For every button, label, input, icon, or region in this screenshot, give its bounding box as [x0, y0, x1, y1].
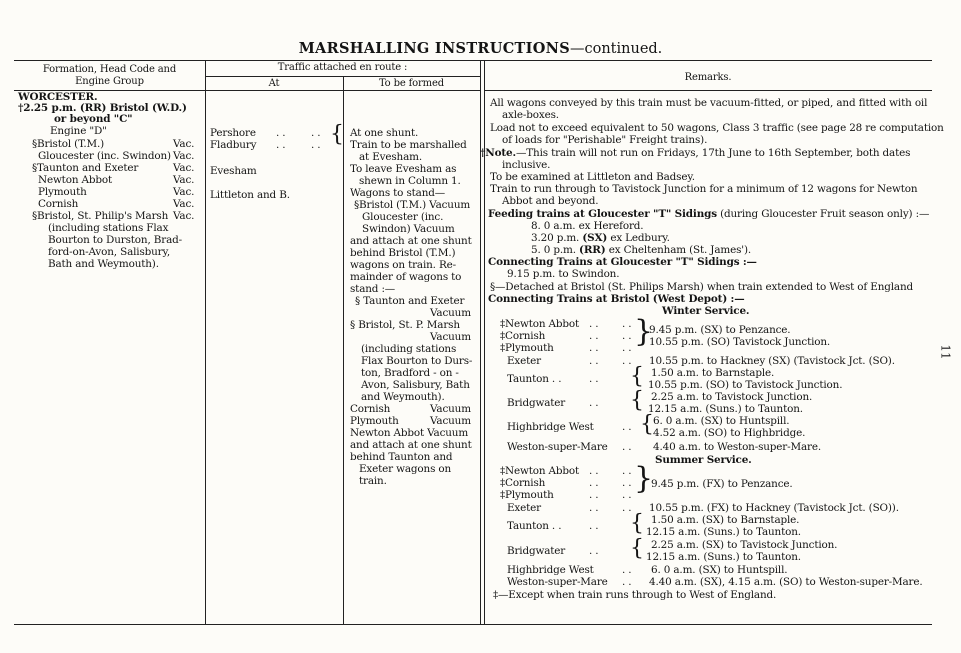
curly-brace-icon: { [330, 122, 344, 147]
leader-dots: . . [622, 564, 632, 576]
formed-line: train. [359, 475, 387, 487]
formed-line: Newton Abbot Vacuum [350, 427, 469, 439]
formed-line: Exeter wagons on [359, 463, 452, 475]
formation-train: †2.25 p.m. (RR) Bristol (W.D.) [18, 102, 187, 114]
formed-line: (including stations [361, 343, 457, 355]
table-top-rule [14, 60, 932, 61]
curly-brace-icon: { [640, 412, 654, 437]
leader-dots: . . [589, 355, 599, 367]
vac-label: Vac. [173, 210, 195, 222]
summer-station: ‡Cornish [500, 477, 546, 489]
winter-departure: 2.25 a.m. to Tavistock Junction. [651, 391, 813, 403]
leader-dots: . . [589, 545, 599, 557]
leader-dots: . . [622, 477, 632, 489]
curly-brace-icon: } [634, 461, 654, 496]
summer-station: ‡Plymouth [500, 489, 554, 501]
vac-label: Vac. [173, 174, 195, 186]
formation-item: §Bristol (T.M.) [32, 138, 105, 150]
summer-service-heading: Summer Service. [655, 454, 752, 466]
curly-brace-icon: } [634, 314, 654, 349]
formation-item: Gloucester (inc. Swindon) [38, 150, 171, 162]
leader-dots: . . [311, 127, 321, 139]
winter-station: ‡Cornish [500, 330, 546, 342]
feeding-trains-heading [488, 208, 929, 220]
formed-line: To leave Evesham as [350, 163, 457, 175]
curly-brace-icon: { [630, 364, 644, 389]
leader-dots: . . [589, 477, 599, 489]
winter-station: Taunton . . [507, 373, 562, 385]
feeding-origin: ex Ledbury. [607, 232, 670, 244]
curly-brace-icon: { [630, 536, 644, 561]
curly-brace-icon: { [630, 511, 644, 536]
page-title [0, 40, 961, 57]
formed-line: at Evesham. [359, 151, 423, 163]
summer-departure: 12.15 a.m. (Suns.) to Taunton. [646, 551, 801, 563]
summer-station: Highbridge West [507, 564, 594, 576]
formed-line: Vacuum [430, 331, 471, 343]
header-at: At [268, 78, 280, 89]
remark-note [480, 147, 910, 159]
winter-departure: 1.50 a.m. to Barnstaple. [651, 367, 775, 379]
vac-label: Vac. [173, 138, 195, 150]
formed-line: wagons on train. Re- [350, 259, 457, 271]
leader-dots: . . [622, 576, 632, 588]
leader-dots: . . [589, 330, 599, 342]
formed-line: Cornish [350, 403, 391, 415]
formation-note: Bourton to Durston, Brad- [48, 234, 182, 246]
leader-dots: . . [622, 318, 632, 330]
formed-line: Vacuum [430, 415, 471, 427]
summer-station: Weston-super-Mare [507, 576, 608, 588]
winter-station: ‡Plymouth [500, 342, 554, 354]
formed-line: and attach at one shunt [350, 439, 472, 451]
header-remarks: Remarks. [684, 72, 732, 83]
leader-dots: . . [311, 139, 321, 151]
winter-station: Highbridge West [507, 421, 594, 433]
feeding-train [531, 232, 670, 244]
formed-line: stand :— [350, 283, 396, 295]
table-bottom-rule [14, 624, 932, 625]
note-label: †Note. [480, 147, 516, 159]
feeding-time: 3.20 p.m. [531, 232, 583, 244]
formed-line: § Bristol, St. P. Marsh [350, 319, 460, 331]
winter-departure: 12.15 a.m. (Suns.) to Taunton. [648, 403, 803, 415]
page-number: 11 [938, 344, 953, 360]
formation-note: (including stations Flax [48, 222, 169, 234]
at-station: Evesham [210, 165, 257, 177]
formed-line: Vacuum [430, 403, 471, 415]
header-to-be-formed: To be formed [378, 78, 445, 89]
formed-line: Swindon) Vacuum [362, 223, 455, 235]
summer-departure: 12.15 a.m. (Suns.) to Taunton. [646, 526, 801, 538]
formed-line: Train to be marshalled [350, 139, 467, 151]
leader-dots: . . [589, 397, 599, 409]
formation-item: §Bristol, St. Philip's Marsh [32, 210, 169, 222]
formed-line: §Bristol (T.M.) Vacuum [354, 199, 471, 211]
connecting-train: 9.15 p.m. to Swindon. [507, 268, 620, 280]
summer-station: Taunton . . [507, 520, 562, 532]
feeding-train [531, 244, 751, 256]
connecting-bristol-heading: Connecting Trains at Bristol (West Depot) :— [488, 293, 745, 305]
leader-dots: . . [589, 520, 599, 532]
formed-line: Vacuum [430, 307, 471, 319]
feeding-code: (SX) [582, 232, 608, 244]
vac-label: Vac. [173, 150, 195, 162]
formation-item: Newton Abbot [38, 174, 112, 186]
leader-dots: . . [589, 489, 599, 501]
formation-beyond: or beyond "C" [54, 113, 133, 125]
leader-dots: . . [276, 127, 286, 139]
feeding-note: (during Gloucester Fruit season only) :— [716, 208, 930, 220]
formation-note: ford-on-Avon, Salisbury, [48, 246, 170, 258]
connecting-gloucester-heading: Connecting Trains at Gloucester "T" Sidings :— [488, 256, 757, 268]
leader-dots: . . [622, 502, 632, 514]
at-station: Fladbury [210, 139, 257, 151]
formation-note: Bath and Weymouth). [48, 258, 159, 270]
formed-line: Flax Bourton to Durs- [361, 355, 473, 367]
feeding-code: (RR) [579, 244, 606, 256]
remark-line: Train to run through to Tavistock Junction for a minimum of 12 wagons for Newton [490, 183, 918, 195]
formed-line: behind Bristol (T.M.) [350, 247, 456, 259]
winter-departure: 4.52 a.m. (SO) to Highbridge. [653, 427, 806, 439]
header-formation-1: Formation, Head Code and [42, 64, 177, 75]
summer-departure: 4.40 a.m. (SX), 4.15 a.m. (SO) to Weston-super-Mare. [649, 576, 923, 588]
formed-line: behind Taunton and [350, 451, 453, 463]
col-rule-2 [343, 76, 344, 624]
remark-line: Load not to exceed equivalent to 50 wagons, Class 3 traffic (see page 28 re computation [490, 122, 944, 134]
winter-station: Exeter [507, 355, 541, 367]
curly-brace-icon: { [630, 388, 644, 413]
formed-line: § Taunton and Exeter [355, 295, 465, 307]
formed-line: and Weymouth). [361, 391, 445, 403]
remark-line: axle-boxes. [502, 109, 559, 121]
formed-line: At one shunt. [350, 127, 419, 139]
formed-line: Wagons to stand— [350, 187, 445, 199]
feeding-time: 5. 0 p.m. [531, 244, 580, 256]
winter-station: Weston-super-Mare [507, 441, 608, 453]
header-traffic: Traffic attached en route : [277, 62, 408, 73]
vac-label: Vac. [173, 198, 195, 210]
remark-line: inclusive. [502, 159, 551, 171]
summer-departure: 6. 0 a.m. (SX) to Huntspill. [651, 564, 788, 576]
summer-departure: 1.50 a.m. (SX) to Barnstaple. [651, 514, 800, 526]
leader-dots: . . [276, 139, 286, 151]
winter-departure: 9.45 p.m. (SX) to Penzance. [649, 324, 791, 336]
summer-station: ‡Newton Abbot [500, 465, 580, 477]
summer-departure: 10.55 p.m. (FX) to Hackney (Tavistock Jct. (SO)). [649, 502, 899, 514]
title-suffix: —continued. [569, 41, 663, 57]
formed-line: mainder of wagons to [350, 271, 462, 283]
feeding-train: 8. 0 a.m. ex Hereford. [531, 220, 644, 232]
formed-line: shewn in Column 1. [359, 175, 461, 187]
col-rule-3b [484, 60, 485, 624]
formation-item: Plymouth [38, 186, 87, 198]
summer-station: Exeter [507, 502, 541, 514]
formed-line: ton, Bradford - on - [361, 367, 459, 379]
leader-dots: . . [622, 489, 632, 501]
footnote: ‡—Except when train runs through to West of England. [493, 589, 777, 601]
winter-station: ‡Newton Abbot [500, 318, 580, 330]
feeding-origin: ex Cheltenham (St. James'). [605, 244, 752, 256]
leader-dots: . . [589, 465, 599, 477]
winter-departure: 10.55 p.m. (SO) to Tavistock Junction. [648, 379, 843, 391]
formation-station: WORCESTER. [18, 91, 98, 103]
formation-engine: Engine "D" [50, 125, 107, 137]
feeding-label: Feeding trains at Gloucester "T" Sidings [488, 208, 717, 220]
remark-line: Abbot and beyond. [502, 195, 599, 207]
remark-line: To be examined at Littleton and Badsey. [490, 171, 695, 183]
leader-dots: . . [589, 342, 599, 354]
formed-line: and attach at one shunt [350, 235, 472, 247]
leader-dots: . . [622, 465, 632, 477]
remark-line: of loads for "Perishable" Freight trains). [502, 134, 708, 146]
formed-line: Plymouth [350, 415, 399, 427]
summer-station: Bridgwater [507, 545, 566, 557]
leader-dots: . . [589, 318, 599, 330]
header-rule-right [484, 90, 932, 91]
leader-dots: . . [622, 441, 632, 453]
header-formation-2: Engine Group [75, 76, 144, 87]
at-station: Pershore [210, 127, 256, 139]
leader-dots: . . [622, 342, 632, 354]
vac-label: Vac. [173, 186, 195, 198]
winter-departure: 10.55 p.m. (SO) Tavistock Junction. [649, 336, 831, 348]
leader-dots: . . [622, 355, 632, 367]
winter-departure: 10.55 p.m. to Hackney (SX) (Tavistock Jct. (SO). [649, 355, 895, 367]
remark-line: §—Detached at Bristol (St. Philips Marsh) when train extended to West of England [490, 281, 914, 293]
winter-departure: 4.40 a.m. to Weston-super-Mare. [653, 441, 821, 453]
leader-dots: . . [622, 421, 632, 433]
note-text: —This train will not run on Fridays, 17th June to 16th September, both dates [516, 147, 911, 159]
vac-label: Vac. [173, 162, 195, 174]
winter-departure: 6. 0 a.m. (SX) to Huntspill. [653, 415, 790, 427]
leader-dots: . . [622, 330, 632, 342]
formation-item: Cornish [38, 198, 79, 210]
formed-line: Avon, Salisbury, Bath [361, 379, 470, 391]
winter-station: Bridgwater [507, 397, 566, 409]
title-main: MARSHALLING INSTRUCTIONS [298, 40, 570, 57]
summer-departure: 2.25 a.m. (SX) to Tavistock Junction. [651, 539, 838, 551]
col-rule-3a [480, 60, 481, 624]
leader-dots: . . [589, 502, 599, 514]
col-rule-1 [205, 60, 206, 624]
leader-dots: . . [589, 373, 599, 385]
formation-item: §Taunton and Exeter [32, 162, 139, 174]
formed-line: Gloucester (inc. [362, 211, 444, 223]
summer-departure: 9.45 p.m. (FX) to Penzance. [651, 478, 793, 490]
at-station: Littleton and B. [210, 189, 290, 201]
remark-line: All wagons conveyed by this train must be vacuum-fitted, or piped, and fitted with oil [490, 97, 928, 109]
winter-service-heading: Winter Service. [662, 305, 750, 317]
